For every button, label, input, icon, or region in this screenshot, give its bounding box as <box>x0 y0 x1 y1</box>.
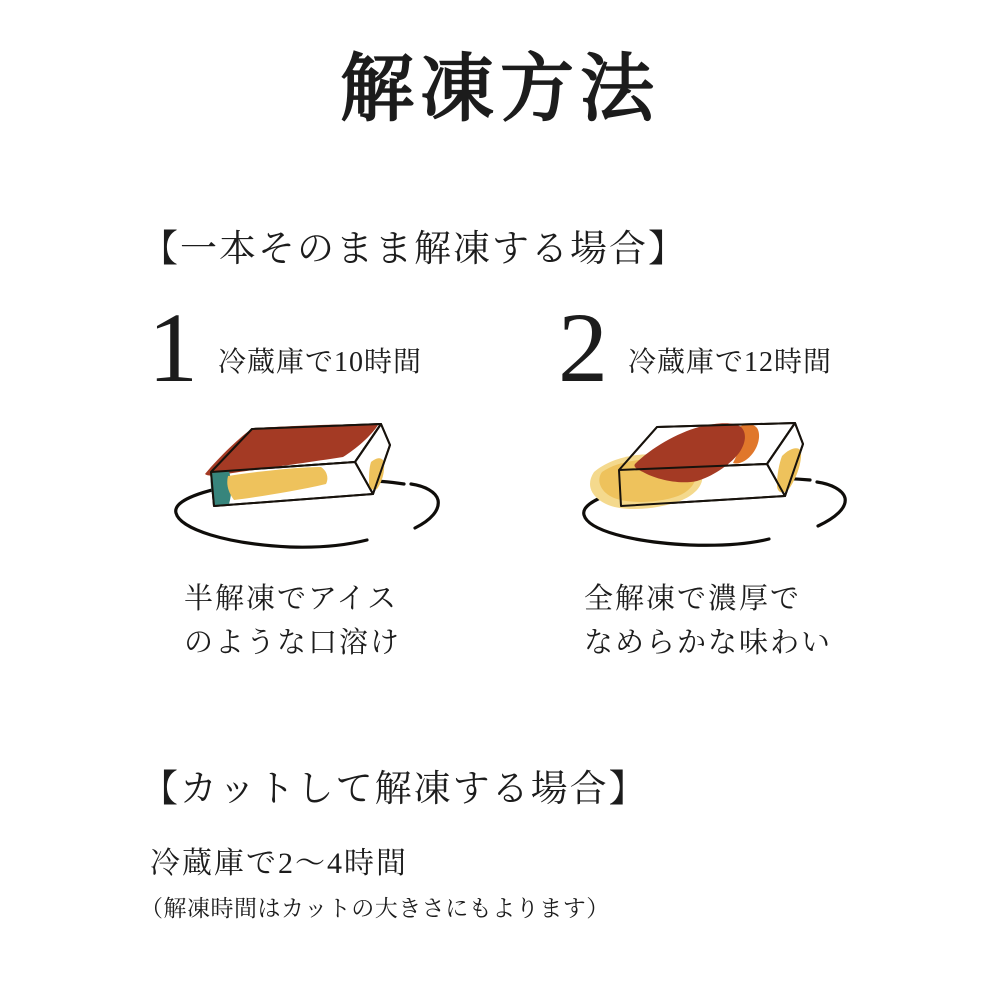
step-1-header <box>148 288 488 403</box>
plate-outline-right <box>411 484 438 528</box>
step-2-caption-line2: なめらかな味わい <box>584 626 833 659</box>
step-1-caption <box>184 578 488 665</box>
cut-note: （解凍時間はカットの大きさにもよります） <box>140 896 610 921</box>
step-2-caption-line1: 全解凍で濃厚で <box>584 583 802 615</box>
step-2-instruction: 冷蔵庫で12時間 <box>628 347 833 378</box>
step-2-caption <box>584 578 898 665</box>
fully-thawed-terrine-illustration <box>558 400 898 570</box>
step-1-instruction: 冷蔵庫で10時間 <box>218 347 423 378</box>
cut-instruction: 冷蔵庫で2〜4時間 <box>150 847 408 880</box>
step-1-number: 1 <box>148 292 198 403</box>
half-thawed-terrine-illustration <box>148 400 468 570</box>
step-2-column <box>558 288 898 665</box>
step-1-caption-line1: 半解凍でアイス <box>184 583 399 615</box>
step-1-column <box>148 288 488 665</box>
heading-thaw-cut: 【カットして解凍する場合】 <box>141 769 648 810</box>
step-2-number: 2 <box>558 292 608 403</box>
step-1-caption-line2: のような口溶け <box>184 626 402 659</box>
plate-outline-right <box>817 482 845 526</box>
step-2-header <box>558 288 898 403</box>
heading-thaw-whole: 【一本そのまま解凍する場合】 <box>141 229 687 270</box>
page-title: 解凍方法 <box>340 49 660 131</box>
